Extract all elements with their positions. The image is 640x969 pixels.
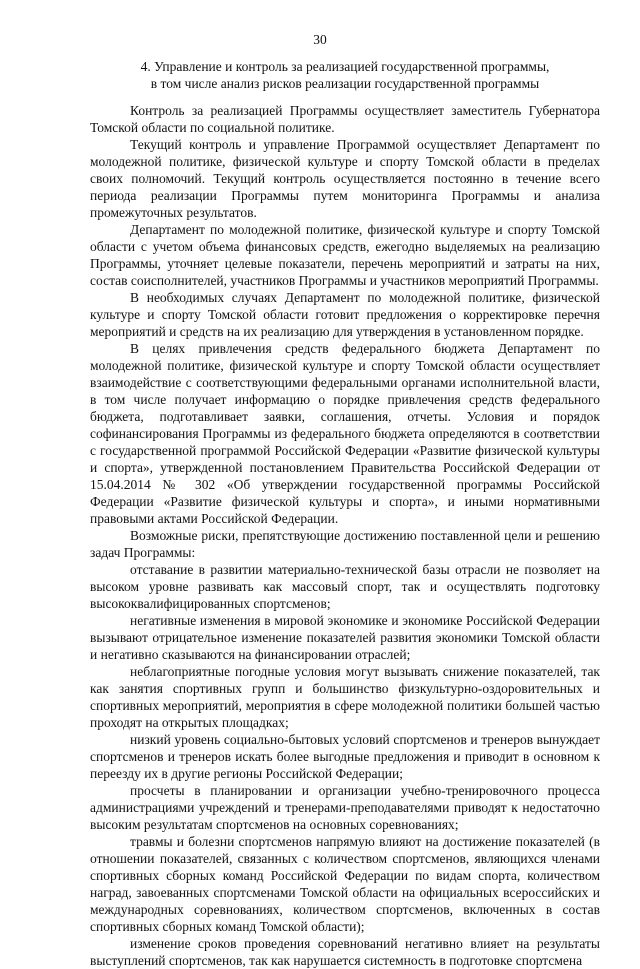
risk-list-item: изменение сроков проведения соревнований негативно влияет на результаты выступлений спортсменов, так как нарушается системность в подготовке спортсмена — [90, 936, 600, 968]
risk-list-item: травмы и болезни спортсменов напрямую влияют на достижение показателей (в отношении показателей, связанных с количеством спортсменов, являющихся членами спортивных сборных команд Российской Федерации по видам спорта, количеством наград, завоеванных спортсменами Томской области на официальных всероссийских и международных соревнованиях, количеством спортсменов, включенных в состав спортивных сборных команд Томской области); — [90, 834, 600, 934]
risk-list-item: неблагоприятные погодные условия могут вызывать снижение показателей, так как занятия спортивных групп и большинство физкультурно-оздоровительных и спортивных мероприятий, мероприятия в сфере молодежной политики большей частью проходят на открытых площадках; — [90, 664, 600, 730]
risk-list-item: низкий уровень социально-бытовых условий спортсменов и тренеров вынуждает спортсменов и тренеров искать более выгодные предложения и приводит в основном к переезду их в другие регионы Российской Федерации; — [90, 732, 600, 781]
risk-list-item: отставание в развитии материально-технической базы отрасли не позволяет на высоком уровне развивать как массовый спорт, так и осуществлять подготовку высококвалифицированных спортсменов; — [90, 562, 600, 611]
document-body — [90, 102, 600, 969]
paragraph: В целях привлечения средств федерального бюджета Департамент по молодежной политике, физической культуре и спорту Томской области осуществляет взаимодействие с соответствующими федеральными органами исполнительной власти, в том числе получает информацию о порядке привлечения средств федерального бюджета, подготавливает заявки, соглашения, отчеты. Условия и порядок софинансирования Программы из федерального бюджета определяются в соответствии с государственной программой Российской Федерации «Развитие физической культуры и спорта», утвержденной постановлением Правительства Российской Федерации от 15.04.2014 № 302 «Об утверждении государственной программы Российской Федерации «Развитие физической культуры и спорта», и иными нормативными правовыми актами Российской Федерации. — [90, 341, 600, 526]
page-number: 30 — [313, 32, 327, 47]
section-heading — [90, 58, 600, 92]
paragraph: Департамент по молодежной политике, физической культуре и спорту Томской области с учетом объема финансовых средств, ежегодно выделяемых на реализацию Программы, уточняет целевые показатели, перечень мероприятий и затраты на них, состав соисполнителей, участников Программы и участников мероприятий Программы. — [90, 222, 600, 288]
risk-list-item: просчеты в планировании и организации учебно-тренировочного процесса администрациями учреждений и тренерами-преподавателями приводят к недостаточно высоким результатам спортсменов на основных соревнованиях; — [90, 783, 600, 832]
section-heading-line: в том числе анализ рисков реализации государственной программы — [150, 76, 540, 91]
risk-list-item: негативные изменения в мировой экономике и экономике Российской Федерации вызывают отрицательное изменение показателей развития экономики Томской области и негативно сказываются на финансировании отраслей; — [90, 613, 600, 662]
paragraph: Контроль за реализацией Программы осуществляет заместитель Губернатора Томской области по социальной политике. — [90, 103, 600, 135]
paragraph: В необходимых случаях Департамент по молодежной политике, физической культуре и спорту Томской области готовит предложения о корректировке перечня мероприятий и средств на их реализацию для утверждения в установленном порядке. — [90, 290, 600, 339]
section-heading-line: 4. Управление и контроль за реализацией государственной программы, — [140, 59, 550, 74]
paragraph: Возможные риски, препятствующие достижению поставленной цели и решению задач Программы: — [90, 528, 600, 560]
paragraph: Текущий контроль и управление Программой осуществляет Департамент по молодежной политике, физической культуре и спорту Томской области в пределах своих полномочий. Текущий контроль осуществляется постоянно в течение всего периода реализации Программы путем мониторинга Программы и анализа промежуточных результатов. — [90, 137, 600, 220]
